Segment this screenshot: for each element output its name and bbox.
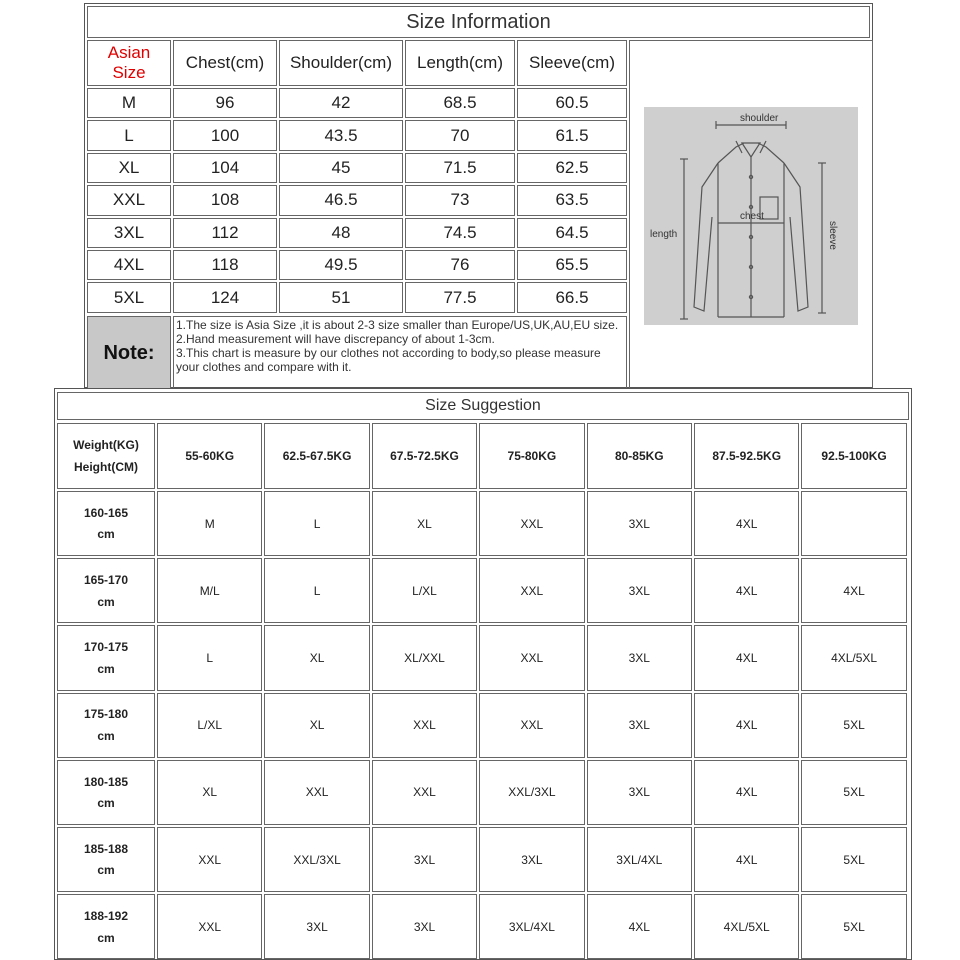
weight-column-header: 80-85KG — [587, 423, 692, 489]
size-info-value-cell: 76 — [405, 250, 515, 280]
suggested-size-cell: XL — [157, 760, 262, 825]
size-info-size-cell: 4XL — [87, 250, 171, 280]
note-line-3: 3.This chart is measure by our clothes not according to body,so please measure your clothes and compare with it. — [176, 346, 601, 374]
size-info-value-cell: 60.5 — [517, 88, 627, 118]
height-unit: cm — [97, 661, 115, 676]
height-range: 188-192 — [83, 908, 129, 923]
height-range: 170-175 — [83, 640, 129, 655]
suggested-size-cell: 4XL — [801, 558, 906, 623]
suggested-size-cell: 4XL — [694, 827, 799, 892]
suggested-size-cell: XL — [264, 625, 369, 690]
size-information-title: Size Information — [87, 6, 870, 38]
suggested-size-cell: L — [264, 558, 369, 623]
size-info-value-cell: 124 — [173, 282, 277, 312]
suggested-size-cell: 3XL — [587, 558, 692, 623]
size-info-column-header: Shoulder(cm) — [279, 40, 403, 86]
suggested-size-cell: 4XL/5XL — [694, 894, 799, 959]
suggested-size-cell: 3XL/4XL — [479, 894, 584, 959]
size-suggestion-panel — [54, 388, 912, 960]
suggested-size-cell: XXL — [479, 693, 584, 758]
size-info-value-cell: 112 — [173, 218, 277, 248]
size-info-value-cell: 108 — [173, 185, 277, 215]
suggested-size-cell: 5XL — [801, 693, 906, 758]
suggested-size-cell: XXL/3XL — [479, 760, 584, 825]
size-info-value-cell: 96 — [173, 88, 277, 118]
size-info-value-cell: 61.5 — [517, 120, 627, 150]
size-info-value-cell: 66.5 — [517, 282, 627, 312]
suggested-size-cell: M — [157, 491, 262, 556]
suggested-size-cell: 4XL — [694, 625, 799, 690]
size-info-value-cell: 118 — [173, 250, 277, 280]
chest-label: chest — [740, 211, 764, 222]
suggested-size-cell: 5XL — [801, 827, 906, 892]
size-info-value-cell: 43.5 — [279, 120, 403, 150]
asian-size-header-line1: Asian — [107, 43, 151, 62]
size-info-size-cell: L — [87, 120, 171, 150]
size-info-value-cell: 63.5 — [517, 185, 627, 215]
size-info-size-cell: 5XL — [87, 282, 171, 312]
size-info-value-cell: 104 — [173, 153, 277, 183]
suggested-size-cell: 4XL — [694, 558, 799, 623]
suggested-size-cell: 3XL — [587, 491, 692, 556]
size-info-size-cell: XXL — [87, 185, 171, 215]
shirt-measurement-diagram — [644, 107, 858, 325]
size-info-value-cell: 48 — [279, 218, 403, 248]
height-range: 160-165 — [83, 505, 129, 520]
size-info-value-cell: 64.5 — [517, 218, 627, 248]
suggested-size-cell: XXL/3XL — [264, 827, 369, 892]
suggested-size-cell: 3XL — [587, 625, 692, 690]
weight-column-header: 55-60KG — [157, 423, 262, 489]
garment-diagram-cell — [629, 40, 873, 390]
weight-header: Weight(KG) — [73, 438, 139, 452]
weight-column-header: 87.5-92.5KG — [694, 423, 799, 489]
suggested-size-cell: 3XL — [372, 894, 477, 959]
length-label: length — [650, 229, 678, 240]
size-info-column-header: Chest(cm) — [173, 40, 277, 86]
size-info-column-header: Sleeve(cm) — [517, 40, 627, 86]
height-row-header — [57, 693, 155, 758]
height-range: 165-170 — [83, 572, 129, 587]
size-info-value-cell: 100 — [173, 120, 277, 150]
height-row-header — [57, 558, 155, 623]
suggested-size-cell: 5XL — [801, 760, 906, 825]
suggested-size-cell: XL/XXL — [372, 625, 477, 690]
suggested-size-cell: 3XL — [372, 827, 477, 892]
height-row-header — [57, 625, 155, 690]
size-info-value-cell: 62.5 — [517, 153, 627, 183]
suggested-size-cell: 3XL — [479, 827, 584, 892]
size-information-panel — [84, 3, 873, 388]
shoulder-label: shoulder — [740, 113, 779, 124]
height-unit: cm — [97, 594, 115, 609]
weight-column-header: 92.5-100KG — [801, 423, 906, 489]
suggested-size-cell: M/L — [157, 558, 262, 623]
size-info-value-cell: 71.5 — [405, 153, 515, 183]
size-info-size-cell: 3XL — [87, 218, 171, 248]
suggested-size-cell — [801, 491, 906, 556]
height-unit: cm — [97, 728, 115, 743]
suggested-size-cell: L/XL — [157, 693, 262, 758]
size-info-value-cell: 74.5 — [405, 218, 515, 248]
suggested-size-cell: XXL — [479, 625, 584, 690]
suggested-size-cell: 4XL — [587, 894, 692, 959]
size-info-value-cell: 68.5 — [405, 88, 515, 118]
suggested-size-cell: 4XL — [694, 693, 799, 758]
size-info-value-cell: 77.5 — [405, 282, 515, 312]
suggested-size-cell: XXL — [479, 558, 584, 623]
weight-column-header: 62.5-67.5KG — [264, 423, 369, 489]
size-info-value-cell: 49.5 — [279, 250, 403, 280]
weight-column-header: 75-80KG — [479, 423, 584, 489]
size-info-size-cell: XL — [87, 153, 171, 183]
height-unit: cm — [97, 863, 115, 878]
suggested-size-cell: 3XL/4XL — [587, 827, 692, 892]
size-info-size-cell: M — [87, 88, 171, 118]
suggested-size-cell: XXL — [479, 491, 584, 556]
height-unit: cm — [97, 796, 115, 811]
suggested-size-cell: 3XL — [587, 760, 692, 825]
height-range: 175-180 — [83, 707, 129, 722]
size-info-column-header: Length(cm) — [405, 40, 515, 86]
suggested-size-cell: 4XL — [694, 491, 799, 556]
weight-column-header: 67.5-72.5KG — [372, 423, 477, 489]
height-unit: cm — [97, 930, 115, 945]
note-text — [173, 316, 627, 390]
asian-size-header — [87, 40, 171, 86]
size-info-value-cell: 65.5 — [517, 250, 627, 280]
weight-height-corner — [57, 423, 155, 489]
asian-size-header-line2: Size — [112, 63, 146, 82]
suggested-size-cell: 3XL — [264, 894, 369, 959]
suggested-size-cell: XXL — [157, 894, 262, 959]
suggested-size-cell: XXL — [157, 827, 262, 892]
size-info-value-cell: 70 — [405, 120, 515, 150]
suggested-size-cell: L — [157, 625, 262, 690]
size-info-value-cell: 45 — [279, 153, 403, 183]
suggested-size-cell: XXL — [372, 760, 477, 825]
suggested-size-cell: 4XL/5XL — [801, 625, 906, 690]
size-info-value-cell: 46.5 — [279, 185, 403, 215]
suggested-size-cell: L/XL — [372, 558, 477, 623]
suggested-size-cell: XL — [264, 693, 369, 758]
suggested-size-cell: L — [264, 491, 369, 556]
note-line-2: 2.Hand measurement will have discrepancy of about 1-3cm. — [176, 332, 495, 346]
size-info-value-cell: 51 — [279, 282, 403, 312]
suggested-size-cell: XXL — [372, 693, 477, 758]
height-row-header — [57, 760, 155, 825]
height-range: 180-185 — [83, 774, 129, 789]
suggested-size-cell: XXL — [264, 760, 369, 825]
suggested-size-cell: 3XL — [587, 693, 692, 758]
shirt-diagram-svg — [644, 107, 858, 325]
note-label: Note: — [87, 316, 171, 390]
suggested-size-cell: XL — [372, 491, 477, 556]
height-range: 185-188 — [83, 841, 129, 856]
size-info-value-cell: 42 — [279, 88, 403, 118]
height-row-header — [57, 827, 155, 892]
suggested-size-cell: 4XL — [694, 760, 799, 825]
height-row-header — [57, 894, 155, 959]
suggested-size-cell: 5XL — [801, 894, 906, 959]
height-row-header — [57, 491, 155, 556]
size-info-value-cell: 73 — [405, 185, 515, 215]
height-header: Height(CM) — [74, 460, 138, 474]
sleeve-label: sleeve — [827, 221, 838, 250]
height-unit: cm — [97, 527, 115, 542]
size-suggestion-title: Size Suggestion — [57, 392, 909, 420]
note-line-1: 1.The size is Asia Size ,it is about 2-3 size smaller than Europe/US,UK,AU,EU size. — [176, 318, 619, 332]
